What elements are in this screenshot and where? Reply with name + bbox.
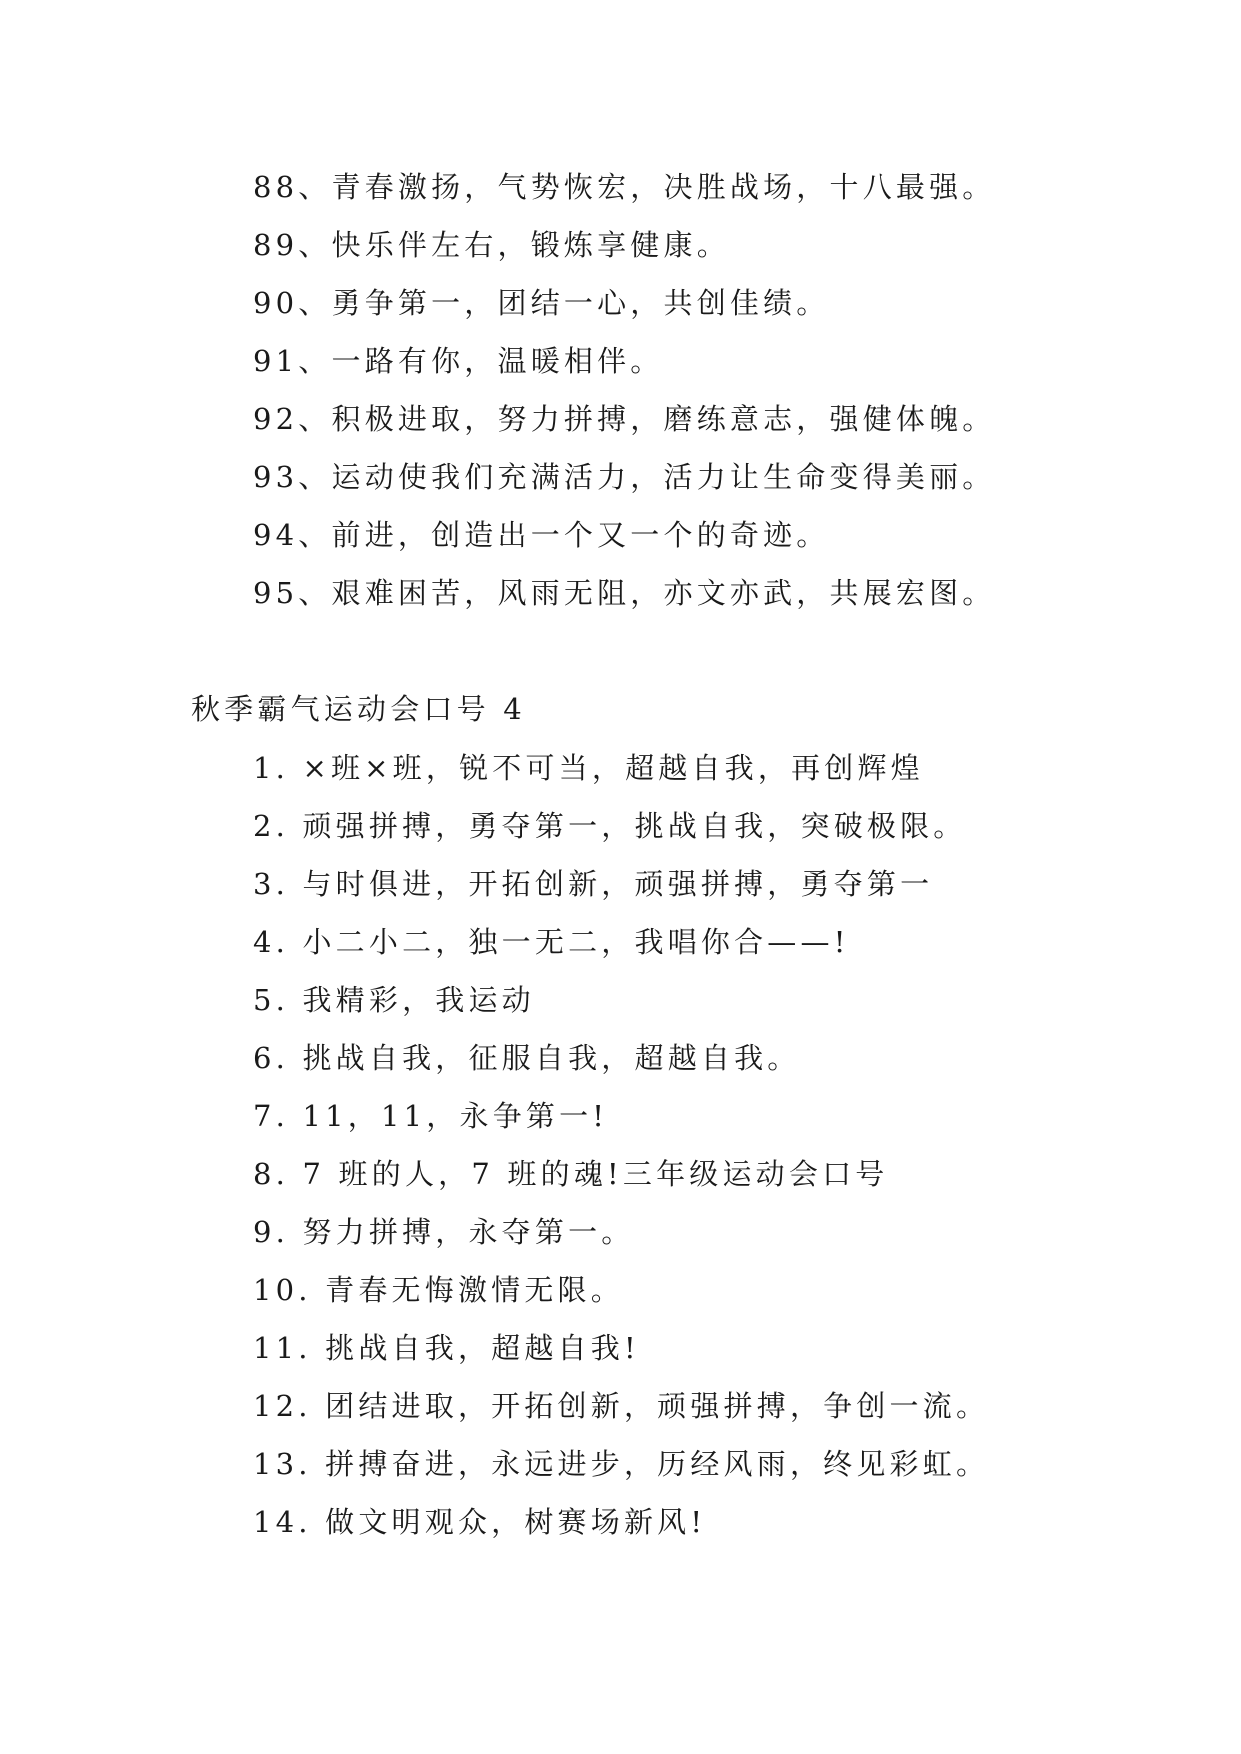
slogan-line: 88、青春激扬，气势恢宏，决胜战场，十八最强。 <box>253 170 996 204</box>
slogan-line: 10. 青春无悔激情无限。 <box>253 1273 624 1307</box>
slogan-line: 5. 我精彩，我运动 <box>253 983 535 1017</box>
slogan-line: 1. ×班×班，锐不可当，超越自我，再创辉煌 <box>253 751 924 785</box>
slogan-line: 8. 7 班的人，7 班的魂!三年级运动会口号 <box>253 1157 889 1191</box>
slogan-line: 95、艰难困苦，风雨无阻，亦文亦武，共展宏图。 <box>253 576 996 610</box>
slogan-line: 93、运动使我们充满活力，活力让生命变得美丽。 <box>253 460 996 494</box>
slogan-line: 11. 挑战自我，超越自我! <box>253 1331 640 1365</box>
slogan-line: 4. 小二小二，独一无二，我唱你合——! <box>253 925 850 959</box>
slogan-line: 89、快乐伴左右，锻炼享健康。 <box>253 228 730 262</box>
slogan-line: 13. 拼搏奋进，永远进步，历经风雨，终见彩虹。 <box>253 1447 990 1481</box>
slogan-line: 3. 与时俱进，开拓创新，顽强拼搏，勇夺第一 <box>253 867 934 901</box>
slogan-line: 7. 11，11，永争第一! <box>253 1099 609 1133</box>
slogan-line: 9. 努力拼搏，永夺第一。 <box>253 1215 635 1249</box>
section-heading: 秋季霸气运动会口号 4 <box>191 692 526 726</box>
slogan-line: 2. 顽强拼搏，勇夺第一，挑战自我，突破极限。 <box>253 809 967 843</box>
slogan-line: 14. 做文明观众，树赛场新风! <box>253 1505 707 1539</box>
slogan-line: 91、一路有你，温暖相伴。 <box>253 344 664 378</box>
slogan-line: 12. 团结进取，开拓创新，顽强拼搏，争创一流。 <box>253 1389 990 1423</box>
slogan-line: 90、勇争第一，团结一心，共创佳绩。 <box>253 286 830 320</box>
slogan-line: 6. 挑战自我，征服自我，超越自我。 <box>253 1041 801 1075</box>
slogan-line: 94、前进，创造出一个又一个的奇迹。 <box>253 518 830 552</box>
slogan-line: 92、积极进取，努力拼搏，磨练意志，强健体魄。 <box>253 402 996 436</box>
